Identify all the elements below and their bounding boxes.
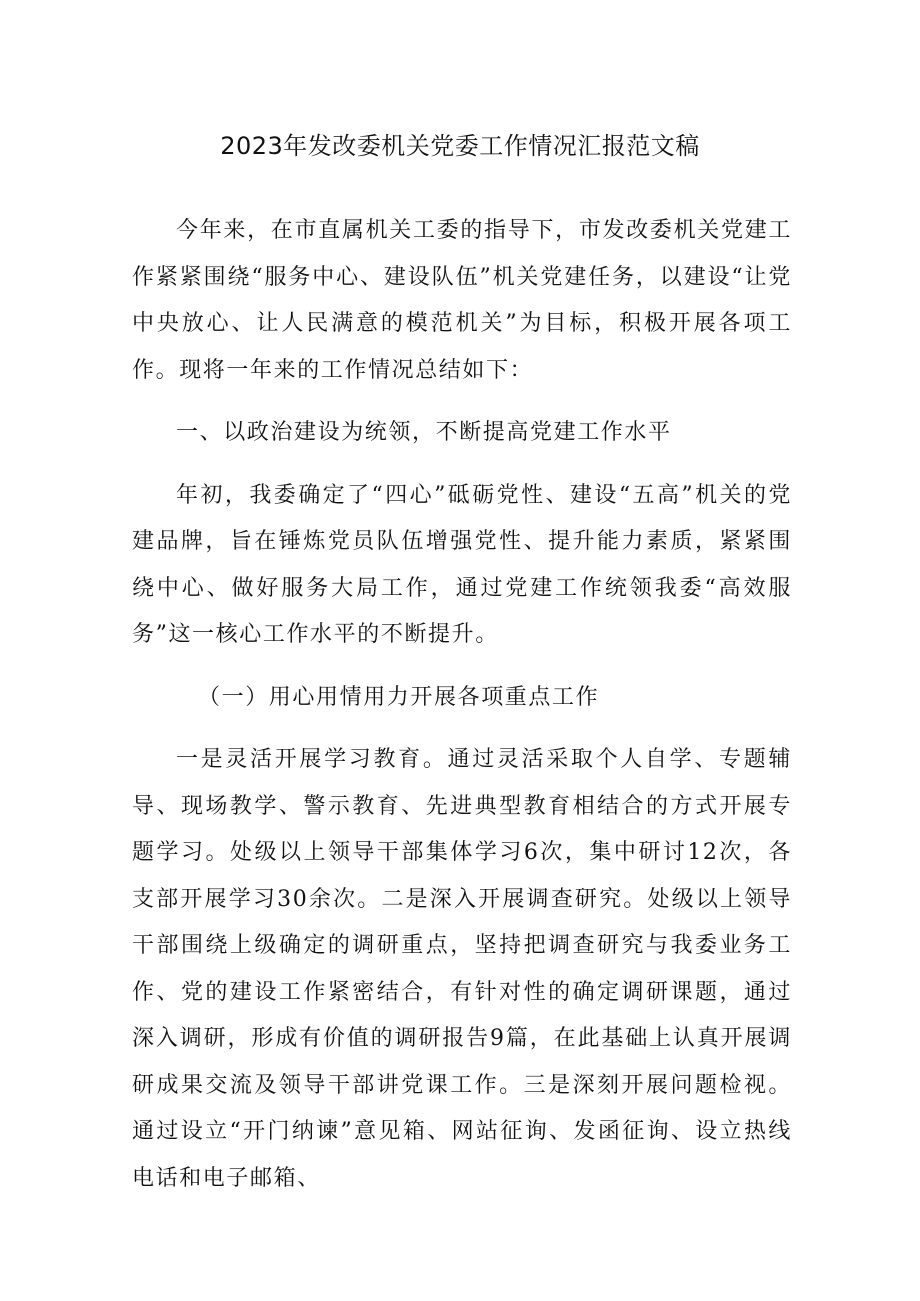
document-title: 2023年发改委机关党委工作情况汇报范文稿	[220, 132, 700, 160]
intro-paragraph: 今年来，在市直属机关工委的指导下，市发改委机关党建工作紧紧围绕“服务中心、建设队伍”机关党建任务，以建设“让党中央放心、让人民满意的模范机关”为目标，积极开展各项工作。现将一年来的工作情况总结如下：	[132, 218, 792, 383]
document-body	[132, 208, 792, 1202]
subsection-heading-1: （一）用心用情用力开展各项重点工作	[198, 684, 600, 710]
subsection-1-paragraph: 一是灵活开展学习教育。通过灵活采取个人自学、专题辅导、现场教学、警示教育、先进典型教育相结合的方式开展专题学习。处级以上领导干部集体学习6次，集中研讨12次，各支部开展学习30余次。二是深入开展调查研究。处级以上领导干部围绕上级确定的调研重点，坚持把调查研究与我委业务工作、党的建设工作紧密结合，有针对性的确定调研课题，通过深入调研，形成有价值的调研报告9篇，在此基础上认真开展调研成果交流及领导干部讲党课工作。三是深刻开展问题检视。通过设立“开门纳谏”意见箱、网站征询、发函征询、设立热线电话和电子邮箱、	[132, 747, 792, 1191]
section-heading-1: 一、以政治建设为统领，不断提高党建工作水平	[176, 420, 672, 445]
section-1-paragraph: 年初，我委确定了“四心”砥砺党性、建设“五高”机关的党建品牌，旨在锤炼党员队伍增强党性、提升能力素质，紧紧围绕中心、做好服务大局工作，通过党建工作统领我委“高效服务”这一核心工作水平的不断提升。	[132, 482, 792, 647]
